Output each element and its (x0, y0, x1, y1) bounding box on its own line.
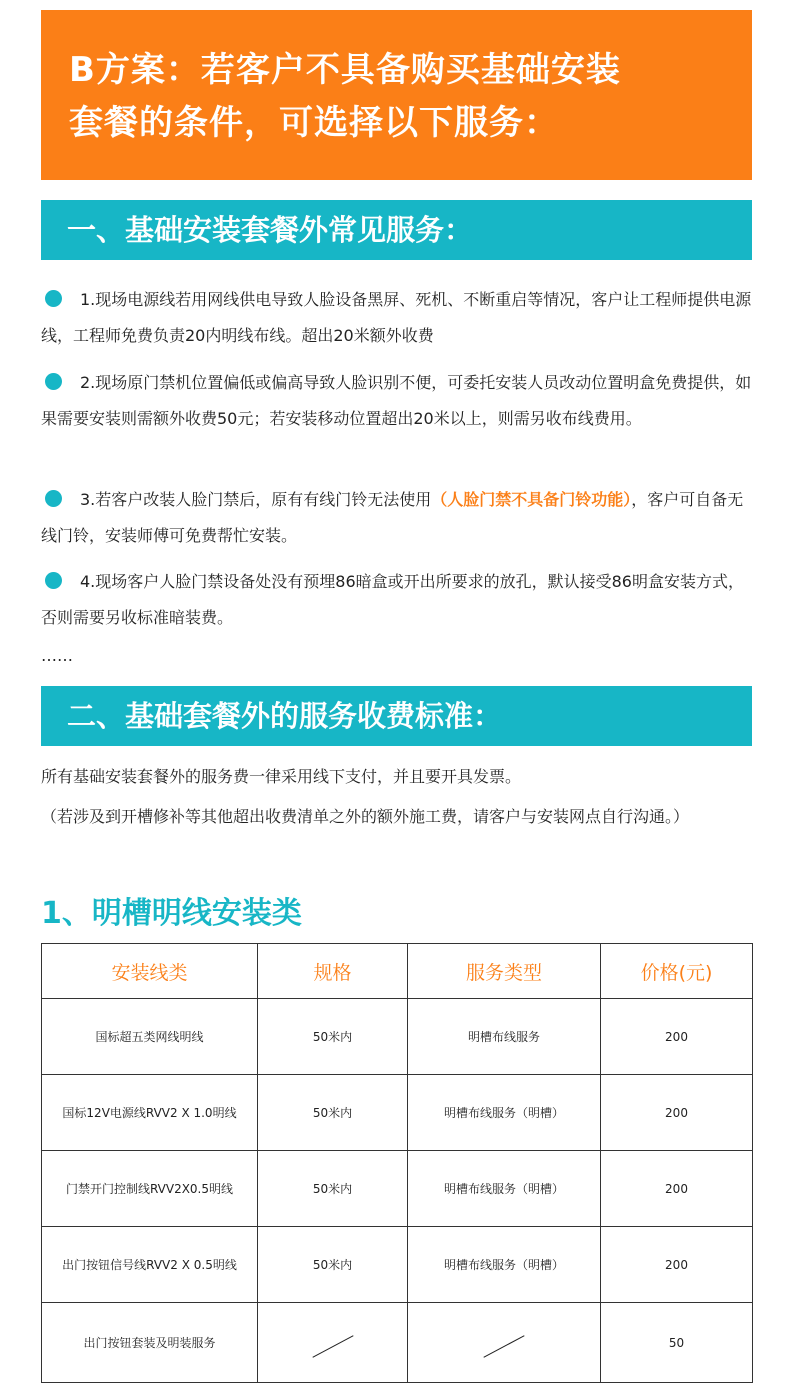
payment-note: 所有基础安装套餐外的服务费一律采用线下支付，并且要开具发票。 (41, 767, 522, 786)
cell-spec: 50米内 (258, 1151, 408, 1227)
cell-cable-type: 国标12V电源线RVV2 X 1.0明线 (42, 1075, 258, 1151)
list-item (41, 482, 756, 554)
highlight-note: （人脸门禁不具备门铃功能） (431, 490, 632, 509)
diagonal-slash-icon (312, 1335, 353, 1357)
cell-service-type: 明槽布线服务 (408, 999, 601, 1075)
list-item (41, 564, 756, 636)
cell-cable-type: 门禁开门控制线RVV2X0.5明线 (42, 1151, 258, 1227)
header-service-type: 服务类型 (408, 944, 601, 999)
diagonal-slash-icon (483, 1335, 524, 1357)
table-row (42, 1151, 753, 1227)
table-row (42, 999, 753, 1075)
header-spec: 规格 (258, 944, 408, 999)
hero-title-line-2: 套餐的条件，可选择以下服务： (69, 103, 559, 143)
hero-title-line-1: B方案：若客户不具备购买基础安装 (69, 50, 621, 90)
bullet-dot-icon (45, 373, 62, 390)
cell-cable-type: 出门按钮套装及明装服务 (42, 1303, 258, 1383)
cell-service-empty (408, 1303, 601, 1383)
header-price: 价格(元) (601, 944, 753, 999)
section-1-title: 一、基础安装套餐外常见服务： (41, 200, 752, 260)
list-item-text: 2.现场原门禁机位置偏低或偏高导致人脸识别不便，可委托安装人员改动位置明盒免费提供，如果需要安装则需额外收费50元；若安装移动位置超出20米以上，则需另收布线费用。 (41, 373, 752, 428)
table-header-row (42, 944, 753, 999)
list-item-text: 4.现场客户人脸门禁设备处没有预埋86暗盒或开出所要求的放孔，默认接受86明盒安装方式，否则需要另收标准暗装费。 (41, 572, 744, 627)
table-row (42, 1075, 753, 1151)
table-row (42, 1303, 753, 1383)
list-item (41, 365, 756, 437)
cell-cable-type: 国标超五类网线明线 (42, 999, 258, 1075)
bullet-dot-icon (45, 572, 62, 589)
section-2-title: 二、基础套餐外的服务收费标准： (41, 686, 752, 746)
header-cable-type: 安装线类 (42, 944, 258, 999)
list-item-text: 1.现场电源线若用网线供电导致人脸设备黑屏、死机、不断重启等情况，客户让工程师提供电源线，工程师免费负责20内明线布线。超出20米额外收费 (41, 290, 752, 345)
extra-work-note: （若涉及到开槽修补等其他超出收费清单之外的额外施工费，请客户与安装网点自行沟通。） (41, 807, 690, 826)
cell-price: 50 (601, 1303, 753, 1383)
hero-banner (41, 10, 752, 180)
list-item-text: 3.若客户改装人脸门禁后，原有有线门铃无法使用 (80, 490, 432, 509)
bullet-dot-icon (45, 290, 62, 307)
cell-spec: 50米内 (258, 999, 408, 1075)
cell-service-type: 明槽布线服务（明槽） (408, 1227, 601, 1303)
cell-price: 200 (601, 1151, 753, 1227)
cell-spec-empty (258, 1303, 408, 1383)
list-item (41, 282, 756, 354)
list-item-text-cont: ，客户可自备无线门铃，安装师傅可免费帮忙安装。 (41, 490, 744, 545)
cell-service-type: 明槽布线服务（明槽） (408, 1075, 601, 1151)
cell-service-type: 明槽布线服务（明槽） (408, 1151, 601, 1227)
bullet-dot-icon (45, 490, 62, 507)
price-table (41, 943, 753, 1383)
cell-spec: 50米内 (258, 1227, 408, 1303)
ellipsis: …… (41, 646, 73, 665)
cell-spec: 50米内 (258, 1075, 408, 1151)
cell-price: 200 (601, 999, 753, 1075)
subsection-title: 1、明槽明线安装类 (41, 896, 302, 931)
cell-price: 200 (601, 1075, 753, 1151)
cell-price: 200 (601, 1227, 753, 1303)
cell-cable-type: 出门按钮信号线RVV2 X 0.5明线 (42, 1227, 258, 1303)
table-row (42, 1227, 753, 1303)
